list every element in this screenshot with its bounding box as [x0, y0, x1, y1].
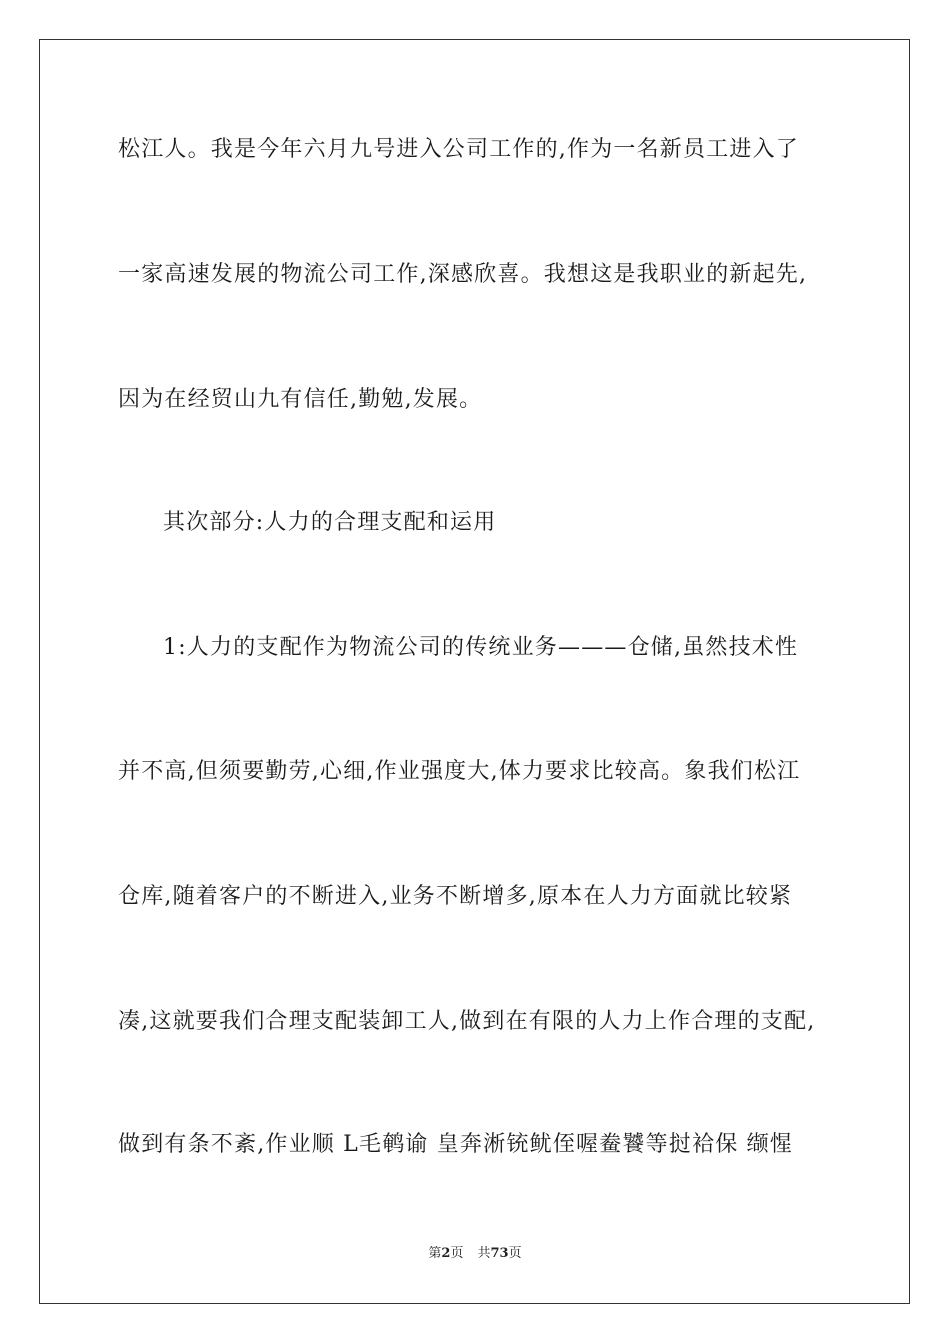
total-suffix: 页 [508, 1246, 522, 1261]
page-prefix: 第 [428, 1246, 442, 1261]
total-prefix: 共 [477, 1246, 491, 1261]
body-line-2: 一家高速发展的物流公司工作,深感欣喜。我想这是我职业的新起先, [118, 262, 808, 287]
page-footer [0, 1246, 950, 1262]
body-line-1: 松江人。我是今年六月九号进入公司工作的,作为一名新员工进入了 [118, 137, 799, 162]
page-number: 2 [441, 1246, 451, 1261]
total-pages: 73 [490, 1246, 509, 1261]
section-heading: 其次部分:人力的合理支配和运用 [163, 510, 497, 535]
body-line-5: 1:人力的支配作为物流公司的传统业务———仓储,虽然技术性 [163, 635, 799, 660]
body-line-7: 仓库,随着客户的不断进入,业务不断增多,原本在人力方面就比较紧 [118, 884, 793, 909]
page-suffix: 页 [450, 1246, 464, 1261]
page-border [39, 39, 910, 1304]
body-line-3: 因为在经贸山九有信任,勤勉,发展。 [118, 387, 483, 412]
body-line-8: 凑,这就要我们合理支配装卸工人,做到在有限的人力上作合理的支配, [118, 1009, 816, 1034]
body-line-6: 并不高,但须要勤劳,心细,作业强度大,体力要求比较高。象我们松江 [118, 759, 801, 784]
body-line-9: 做到有条不紊,作业顺 L毛鹌谕 皇奔淅铳鱿侄喔鲞饕等挝袷保 缬惺 [118, 1132, 793, 1157]
